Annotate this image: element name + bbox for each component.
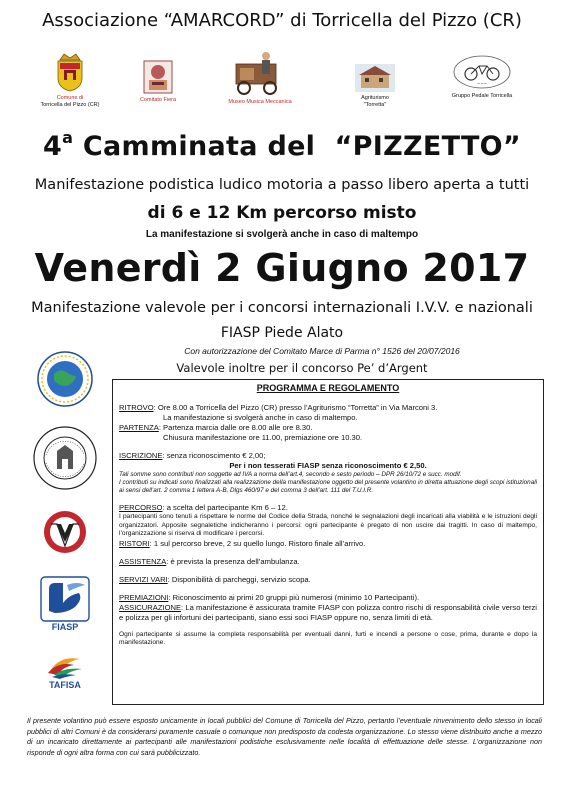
federation-logos — [25, 345, 105, 705]
ritrovo-text: : Ore 8.00 a Torricella del Pizzo (CR) presso l’Agriturismo “Torretta” in Via Marconi 3. — [153, 403, 438, 412]
fiasp-winged-foot-icon — [39, 575, 91, 635]
assistenza-text: : è prevista la presenza dell’ambulanza. — [166, 556, 300, 566]
red-shield-icon — [43, 510, 87, 554]
percorso-note: I partecipanti sono tenuti a rispettare le norme del Codice della Strada, nonché le segnalazioni degli incaricati alla viabilità e le istruzioni degli organizzatori. Apposite segnaletiche indicheranno i percorsi: ogni partecipante è pregato di non uscire dai tragitti. In caso di maltempo, l’organizzazione si riserva di modificare i percorsi. — [119, 513, 537, 537]
premiazioni-line — [119, 593, 537, 603]
iscrizione-line — [119, 451, 537, 461]
museum-logo — [220, 50, 300, 106]
event-date: Venerdì 2 Giugno 2017 — [34, 246, 530, 290]
assicurazione-line — [119, 603, 537, 623]
program-title: PROGRAMMA E REGOLAMENTO — [256, 383, 400, 393]
event-distance: di 6 e 12 Km percorso misto — [147, 203, 417, 223]
tafisa-logo — [25, 651, 105, 700]
museum-caption: Museo Musica Meccanica — [228, 99, 292, 105]
ritrovo-line — [119, 403, 537, 413]
authorization-note: Con autorizzazione del Comitato Marce di Parma n° 1526 del 20/07/2016 — [184, 346, 460, 356]
assicurazione-label: ASSICURAZIONE — [119, 602, 182, 612]
municipal-caption-2: Torricella del Pizzo (CR) — [40, 102, 100, 108]
ristori-label: RISTORI — [119, 538, 150, 548]
municipal-crest-icon — [54, 50, 86, 92]
ivv-validity: Manifestazione valevole per i concorsi internazionali I.V.V. e nazionali — [31, 300, 533, 316]
servizi-text: : Disponibilità di parcheggi, servizio scopa. — [167, 574, 311, 584]
event-title-text: Camminata del “PIZZETTO” — [73, 131, 521, 162]
servizi-line — [119, 575, 537, 585]
footer-disclaimer: Il presente volantino può essere esposto unicamente in locali pubblici del Comune di Torricella del Pizzo, pertanto l’eventuale rinvenimento dello stesso in locali pubblici di altri Comuni è da considerarsi puramente casuale o comunque non predisposto da codesta organizzazione. Lo stesso viene distribuito anche a mezzo di un incaricato direttamente ai partecipanti alle manifestazioni podistiche esclusivamente nelle località di effettuazione delle stesse. L’organizzazione non risponde di ogni altra forma con cui sarà pubblicizzato. — [27, 716, 542, 757]
premiazioni-label: PREMIAZIONI — [119, 592, 169, 602]
ristori-text: : 1 sul percorso breve, 2 su quello lungo. Ristoro finale all’arrivo. — [149, 538, 366, 548]
fiasp-logo — [25, 575, 105, 640]
percorso-label: PERCORSO — [119, 503, 163, 512]
svg-text:~~~: ~~~ — [476, 81, 488, 86]
event-ordinal: 4 — [43, 131, 63, 162]
parma-seal-icon — [32, 425, 98, 491]
partenza-label: PARTENZA — [119, 423, 159, 432]
pe-argent-note: Valevole inoltre per il concorso Pe’ d’Argent — [176, 361, 428, 375]
municipal-logo — [40, 50, 100, 109]
farmhouse-logo — [345, 64, 405, 109]
svg-text:TAFISA: TAFISA — [49, 680, 81, 690]
mechanical-music-museum-icon — [232, 50, 288, 96]
farmhouse-caption: Agriturismo — [361, 95, 389, 101]
event-ordinal-sup: a — [62, 128, 74, 147]
fiasp-label: FIASP Piede Alato — [220, 325, 344, 341]
ivv-globe-icon — [36, 350, 94, 408]
cycling-group-icon — [452, 54, 512, 90]
partenza-line — [119, 423, 537, 433]
municipal-caption: Comune di — [56, 95, 84, 101]
sponsor-logos — [40, 50, 540, 122]
partenza-text: : Partenza marcia dalle ore 8.00 alle ore 8.30. — [158, 423, 313, 432]
program-box — [112, 379, 544, 705]
premiazioni-text: : Riconoscimento ai primi 20 gruppi più numerosi (minimo 10 Partecipanti). — [168, 592, 420, 602]
tafisa-emblem-icon — [30, 651, 100, 695]
responsibility-note: Ogni partecipante si assume la completa responsabilità per eventuali danni, furti e incendi a persone o cose, prima, durante e dopo la manifestazione. — [119, 630, 537, 646]
non-tesserati-line: Per i non tesserati FIASP senza riconoscimento € 2,50. — [229, 461, 427, 470]
fair-committee-icon — [143, 60, 173, 94]
fiscal-note-1: Tali somme sono contributi non soggette ad IVA a norma dell’art.4, secondo e sesto periodo – DPR 26/10/72 e succ. modif. — [119, 471, 462, 478]
fiscal-note-2: I contributi su indicati sono finalizzati alla realizzazione della manifestazione oggetto del presente volantino in diretta attuazione degli scopi istituzionali ai sensi dell’art. 2 comma 1 lettera A-B, Dlgs 460/97 e del comma 3 dell’art. 111 del T.U.I.R. — [119, 479, 537, 494]
chiusura-line: Chiusura manifestazione ore 11.00, premiazione ore 10.30. — [163, 433, 363, 442]
event-subtitle: Manifestazione podistica ludico motoria a passo libero aperta a tutti — [34, 177, 530, 193]
cycling-group-caption: Gruppo Pedale Torricella — [451, 93, 513, 99]
assicurazione-text: : La manifestazione è assicurata tramite FIASP con polizza contro rischi di responsabilità civile verso terzi e polizza per gli infortuni dei partecipanti, siano essi soci FIASP oppure no, senza limiti di età. — [119, 602, 537, 622]
fair-committee-logo — [128, 60, 188, 104]
ristori-line — [119, 539, 537, 549]
svg-text:FIASP: FIASP — [51, 622, 79, 632]
percorso-line — [119, 503, 537, 513]
fair-committee-caption: Comitato Fiera — [139, 97, 177, 103]
cycling-group-logo — [444, 54, 520, 100]
iscrizione-label: ISCRIZIONE — [119, 451, 163, 460]
iscrizione-text: : senza riconoscimento € 2,00; — [162, 451, 266, 460]
assistenza-line — [119, 557, 537, 567]
ritrovo-label: RITROVO — [119, 403, 154, 412]
weather-note: La manifestazione si svolgerà anche in caso di maltempo — [145, 229, 419, 240]
ritrovo-note: La manifestazione si svolgerà anche in caso di maltempo. — [163, 413, 358, 422]
farmhouse-caption-2: "Torretta" — [363, 102, 387, 108]
association-title: Associazione “AMARCORD” di Torricella del Pizzo (CR) — [42, 10, 522, 31]
event-title — [0, 128, 564, 162]
servizi-label: SERVIZI VARI — [119, 574, 168, 584]
percorso-text: : a scelta del partecipante Km 6 – 12. — [162, 503, 288, 512]
ivv-logo — [25, 350, 105, 413]
farmhouse-icon — [355, 64, 395, 92]
assistenza-label: ASSISTENZA — [119, 556, 167, 566]
comitato-marce-parma-logo — [25, 425, 105, 496]
red-shield-logo — [25, 510, 105, 559]
